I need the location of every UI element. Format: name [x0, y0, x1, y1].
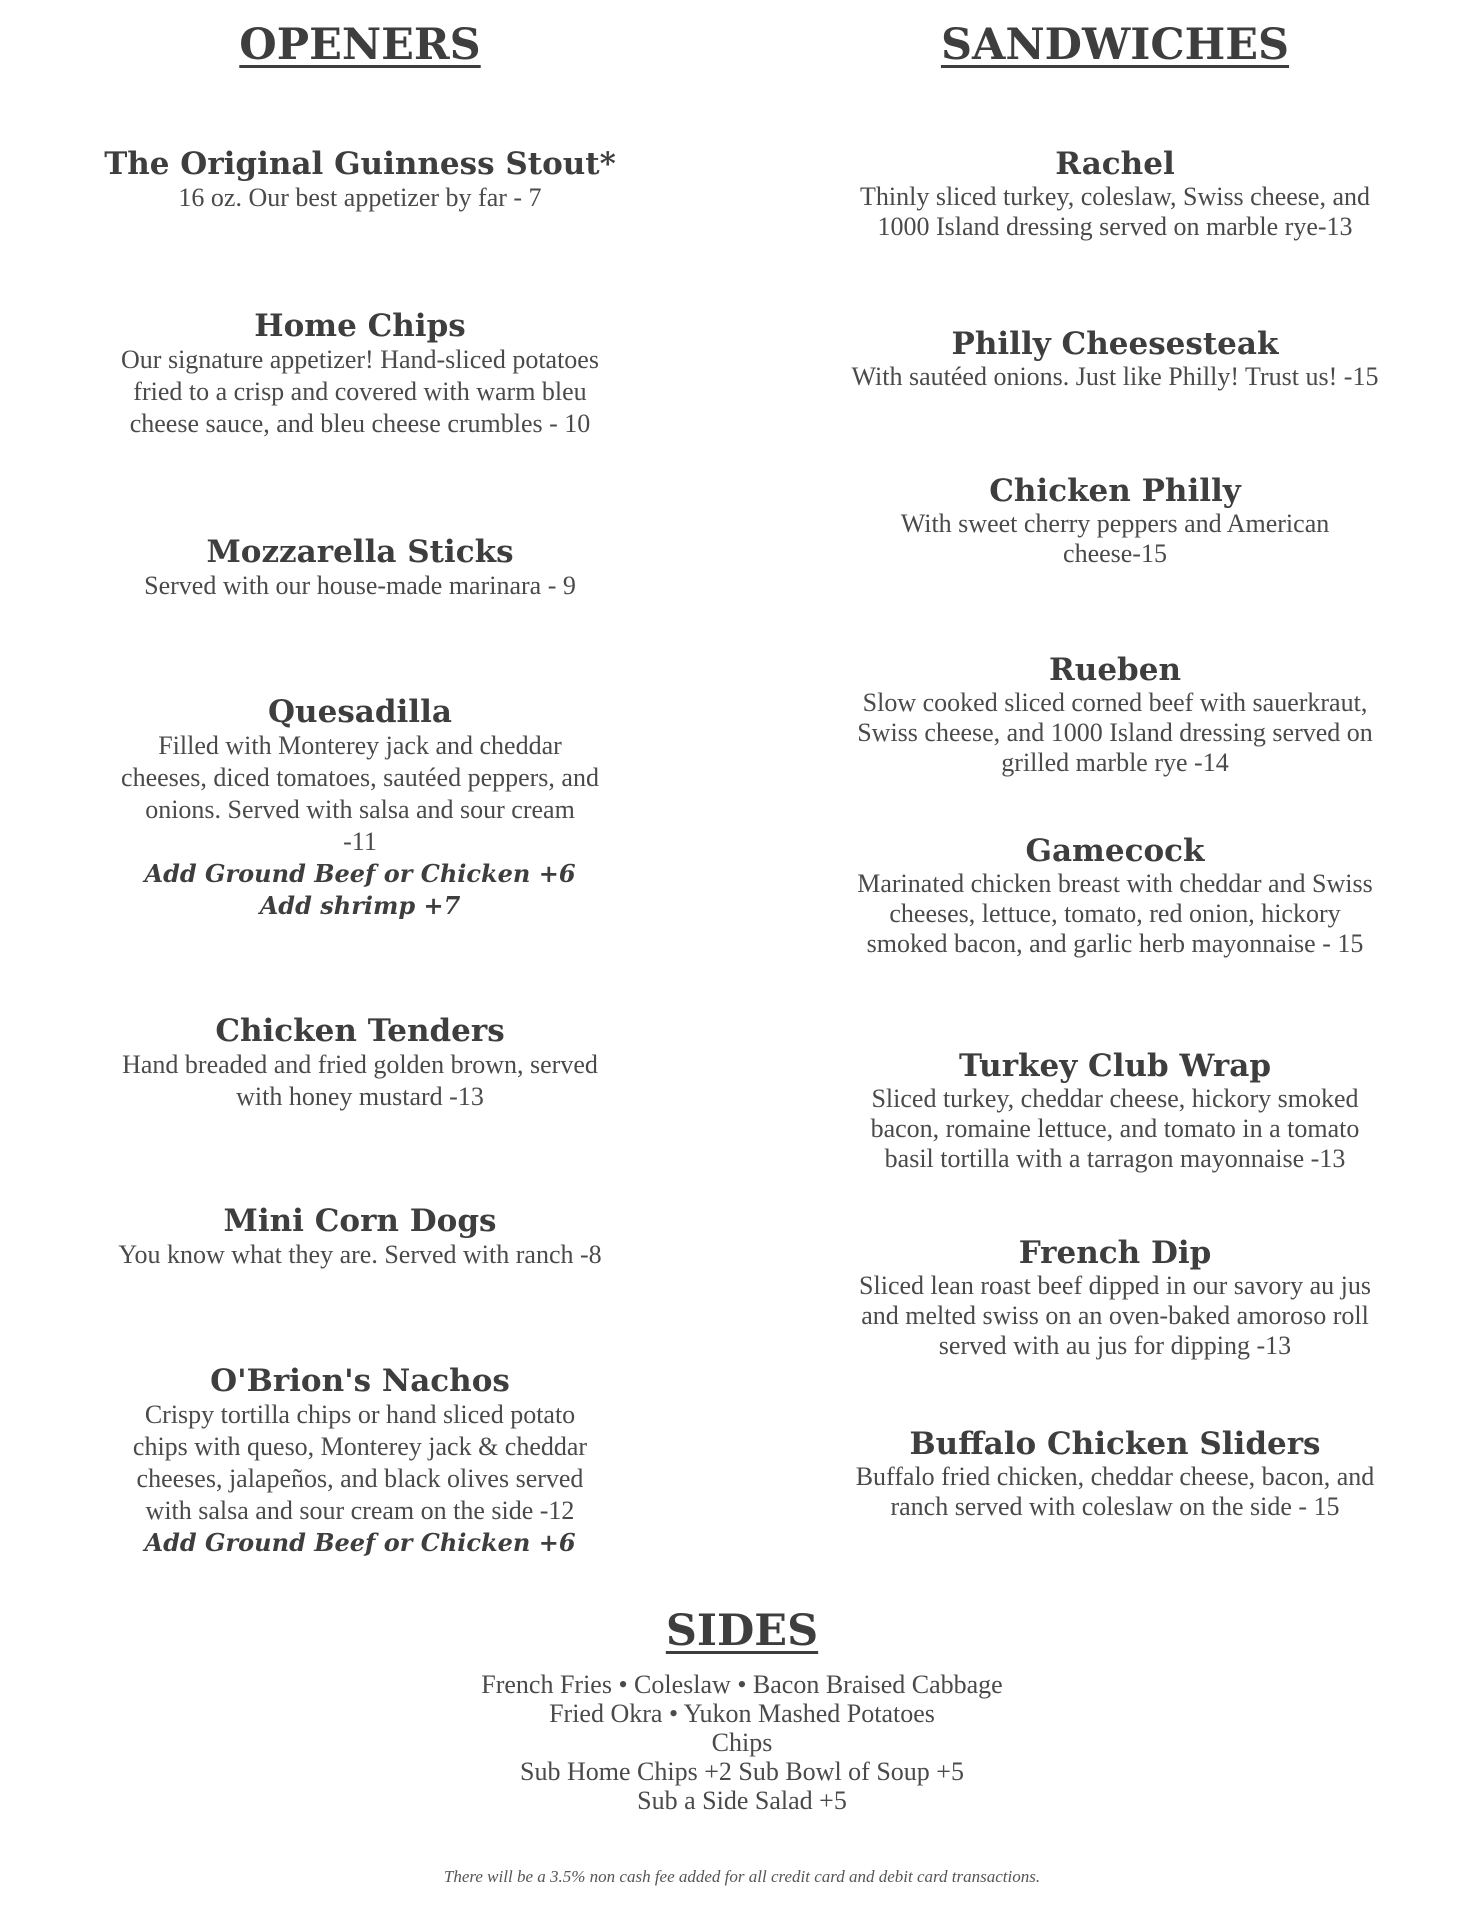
item-name: Philly Cheesesteak	[951, 326, 1279, 362]
item-description-line: Slow cooked sliced corned beef with sauerkraut,	[862, 688, 1368, 717]
item-description: With sautéed onions. Just like Philly! Trust us! -15	[851, 362, 1379, 391]
item-description-line: Crispy tortilla chips or hand sliced potato	[144, 1400, 576, 1429]
item-description-line: Sliced lean roast beef dipped in our savory au jus	[859, 1271, 1371, 1300]
item-name: Buffalo Chicken Sliders	[909, 1426, 1321, 1462]
menu-item-obrions-nachos	[60, 1363, 660, 1559]
item-description-line: cheeses, diced tomatoes, sautéed peppers, and	[121, 763, 599, 792]
menu-item-french-dip	[815, 1235, 1415, 1361]
item-description-line: Thinly sliced turkey, coleslaw, Swiss cheese, and	[860, 182, 1370, 211]
item-description-line: cheeses, jalapeños, and black olives served	[136, 1464, 584, 1493]
item-description-line: chips with queso, Monterey jack & cheddar	[132, 1432, 588, 1461]
item-name: Home Chips	[254, 308, 466, 344]
menu-item-guinness-stout	[60, 146, 660, 214]
menu-item-quesadilla	[60, 694, 660, 922]
item-description-line: cheese sauce, and bleu cheese crumbles - 10	[129, 409, 591, 438]
menu-item-gamecock	[815, 833, 1415, 959]
item-description-line: basil tortilla with a tarragon mayonnaise -13	[884, 1144, 1346, 1173]
item-name: Chicken Tenders	[215, 1013, 505, 1049]
menu-item-turkey-club-wrap	[815, 1048, 1415, 1174]
item-description: Served with our house-made marinara - 9	[144, 571, 576, 600]
menu-item-mini-corn-dogs	[60, 1203, 660, 1271]
sides-line: Chips	[711, 1728, 773, 1757]
sides-list	[0, 1670, 1484, 1815]
item-name: French Dip	[1018, 1235, 1212, 1271]
item-name: The Original Guinness Stout*	[104, 146, 616, 182]
item-description-line: with salsa and sour cream on the side -12	[145, 1496, 575, 1525]
item-description-line: Buffalo fried chicken, cheddar cheese, bacon, and	[855, 1462, 1375, 1491]
item-description-line: with honey mustard -13	[236, 1082, 484, 1111]
item-description-line: Sliced turkey, cheddar cheese, hickory smoked	[871, 1084, 1359, 1113]
menu-item-chicken-philly	[815, 473, 1415, 569]
menu-item-home-chips	[60, 308, 660, 440]
menu-item-philly-cheesesteak	[815, 326, 1415, 392]
sides-heading: SIDES	[665, 1606, 819, 1656]
sandwiches-heading: SANDWICHES	[940, 20, 1290, 70]
item-description-line: Swiss cheese, and 1000 Island dressing served on	[857, 718, 1373, 747]
menu-item-mozzarella-sticks	[60, 534, 660, 602]
item-description-line: grilled marble rye -14	[1001, 748, 1229, 777]
sides-line: Sub a Side Salad +5	[637, 1786, 847, 1815]
menu-item-rueben	[815, 652, 1415, 778]
item-description-line: smoked bacon, and garlic herb mayonnaise - 15	[866, 929, 1364, 958]
item-description-line: ranch served with coleslaw on the side - 15	[890, 1492, 1340, 1521]
item-name: O'Brion's Nachos	[210, 1363, 510, 1399]
item-description-line: and melted swiss on an oven-baked amoroso roll	[861, 1301, 1369, 1330]
openers-heading: OPENERS	[239, 20, 481, 70]
sides-line: Sub Home Chips +2 Sub Bowl of Soup +5	[520, 1757, 964, 1786]
item-name: Quesadilla	[268, 694, 452, 730]
item-description-line: Filled with Monterey jack and cheddar	[158, 731, 562, 760]
item-description-line: fried to a crisp and covered with warm bleu	[133, 377, 587, 406]
item-description-line: bacon, romaine lettuce, and tomato in a tomato	[870, 1114, 1360, 1143]
item-name: Chicken Philly	[989, 473, 1241, 509]
fee-disclaimer: There will be a 3.5% non cash fee added for all credit card and debit card transactions.	[443, 1867, 1041, 1886]
item-description-line: 1000 Island dressing served on marble rye-13	[877, 212, 1353, 241]
item-description: 16 oz. Our best appetizer by far - 7	[178, 183, 542, 212]
item-name: Rachel	[1055, 146, 1175, 182]
item-description-line: With sweet cherry peppers and American	[900, 509, 1330, 538]
item-description-line: Marinated chicken breast with cheddar and Swiss	[857, 869, 1373, 898]
menu-item-buffalo-chicken-sliders	[815, 1426, 1415, 1522]
item-name: Rueben	[1049, 652, 1181, 688]
menu-item-rachel	[815, 146, 1415, 242]
sides-line: Fried Okra • Yukon Mashed Potatoes	[549, 1699, 935, 1728]
item-description-line: served with au jus for dipping -13	[938, 1331, 1292, 1360]
item-addon: Add shrimp +7	[259, 891, 461, 920]
item-description-line: Hand breaded and fried golden brown, served	[122, 1050, 598, 1079]
item-description-line: -11	[343, 827, 377, 856]
item-addon: Add Ground Beef or Chicken +6	[144, 859, 576, 888]
item-addon: Add Ground Beef or Chicken +6	[144, 1528, 576, 1557]
sides-line: French Fries • Coleslaw • Bacon Braised Cabbage	[481, 1670, 1003, 1699]
item-description-line: cheese-15	[1063, 539, 1167, 568]
item-name: Mini Corn Dogs	[223, 1203, 497, 1239]
item-description: You know what they are. Served with ranch -8	[118, 1240, 602, 1269]
item-name: Gamecock	[1025, 833, 1205, 869]
item-description-line: cheeses, lettuce, tomato, red onion, hickory	[889, 899, 1341, 928]
item-name: Turkey Club Wrap	[958, 1048, 1272, 1084]
item-description-line: onions. Served with salsa and sour cream	[145, 795, 575, 824]
item-description-line: Our signature appetizer! Hand-sliced potatoes	[121, 345, 599, 374]
item-name: Mozzarella Sticks	[206, 534, 514, 570]
menu-item-chicken-tenders	[60, 1013, 660, 1113]
